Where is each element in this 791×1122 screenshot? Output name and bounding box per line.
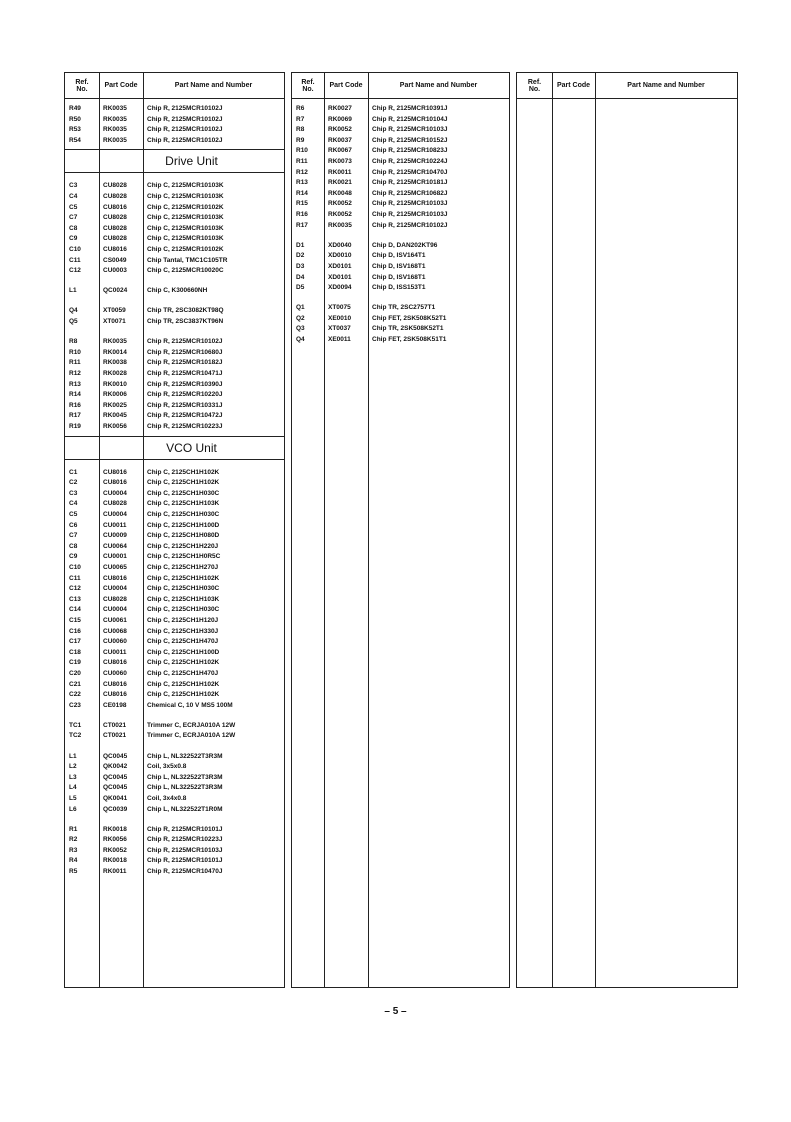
part-code: RK0035: [328, 221, 352, 229]
ref-no: C15: [69, 616, 81, 624]
part-name: Chip C, 2125CH1H102K: [147, 574, 220, 582]
part-code: CU8028: [103, 193, 127, 200]
part-name: Chip R, 2125MCR10101J: [147, 857, 223, 865]
ref-no: TC1: [69, 721, 82, 729]
parts-table-left: [64, 72, 285, 988]
ref-no: R19: [69, 422, 81, 430]
part-code: CT0021: [103, 732, 127, 740]
part-code: XD0040: [328, 241, 352, 249]
part-name: Coil, 3x5x0.8: [147, 763, 187, 771]
ref-no: R2: [69, 836, 78, 844]
part-code: RK0035: [103, 338, 127, 346]
part-name: Chip C, 2125CH1H0R5C: [147, 553, 221, 561]
part-code: CU0004: [103, 510, 127, 518]
part-code: RK0056: [103, 422, 127, 430]
ref-no: C9: [69, 553, 78, 561]
ref-no: C19: [69, 659, 81, 667]
ref-no: C3: [69, 489, 78, 497]
ref-no: R17: [296, 221, 308, 229]
part-code: RK0038: [103, 359, 127, 367]
ref-no: L1: [69, 287, 77, 295]
part-code: RK0018: [103, 825, 127, 833]
part-code: CU0065: [103, 563, 127, 571]
part-code: XD0094: [328, 284, 352, 292]
part-code: RK0011: [103, 868, 127, 875]
ref-no: L5: [69, 794, 77, 802]
ref-no: L3: [69, 773, 77, 781]
ref-no: C7: [69, 214, 78, 222]
part-name: Chip D, ISV164T1: [372, 252, 426, 260]
ref-no-header: Ref. No.: [75, 78, 89, 93]
part-name: Chip R, 2125MCR10103J: [372, 200, 448, 208]
ref-no: R8: [69, 338, 78, 346]
ref-no-header: Ref. No.: [527, 78, 542, 93]
part-code: RK0067: [328, 147, 352, 155]
part-name: Chip R, 2125MCR10224J: [372, 158, 448, 165]
ref-no: R50: [69, 115, 81, 123]
part-code: CU0061: [103, 616, 127, 624]
ref-no: D3: [296, 262, 305, 270]
ref-no: R10: [296, 147, 308, 155]
part-code: CU8016: [103, 574, 127, 582]
part-name: Chip L, NL322522T3R3M: [147, 752, 223, 760]
part-name: Chip R, 2125MCR10103J: [372, 211, 448, 218]
table-row: [65, 265, 284, 277]
part-code: CE0198: [103, 701, 127, 709]
part-code: CS0049: [103, 256, 127, 264]
parts-table-middle: [291, 72, 510, 988]
ref-no: C13: [69, 595, 81, 603]
part-name: Coil, 3x4x0.8: [147, 794, 187, 802]
ref-no: C12: [69, 585, 81, 593]
part-name: Chip R, 2125MCR10471J: [147, 369, 223, 377]
part-name: Chip R, 2125MCR10103J: [147, 846, 223, 854]
part-name: Chip R, 2125MCR10102J: [147, 105, 223, 112]
ref-no: R6: [296, 105, 305, 112]
part-name: Chip L, NL322522T3R3M: [147, 784, 223, 792]
part-name: Chip C, 2125CH1H100D: [147, 648, 220, 656]
part-code: CU8028: [103, 214, 127, 222]
part-code: CU8016: [103, 203, 127, 211]
part-name: Chip D, DAN202KT96: [372, 241, 438, 249]
part-code: RK0018: [103, 857, 127, 865]
column-divider: [595, 73, 596, 987]
table-row: [65, 866, 284, 878]
ref-no: C5: [69, 510, 78, 518]
part-name: Chip R, 2125MCR10331J: [147, 401, 223, 409]
part-code: CU0068: [103, 627, 127, 635]
ref-no: C12: [69, 267, 81, 275]
part-code: XT0071: [103, 318, 126, 325]
part-name: Chip R, 2125MCR10102J: [147, 136, 223, 144]
table-row: [65, 135, 284, 147]
part-code: RK0056: [103, 836, 127, 844]
part-name: Chip TR, 2SC2757T1: [372, 304, 436, 312]
ref-no: C17: [69, 638, 81, 646]
part-code: RK0021: [328, 179, 352, 187]
part-code: CU0004: [103, 489, 127, 497]
part-code: CT0021: [103, 721, 127, 729]
ref-no: Q2: [296, 314, 305, 322]
part-code: RK0010: [103, 380, 127, 388]
part-name: Chip R, 2125MCR10102J: [147, 126, 223, 134]
part-name: Chip R, 2125MCR10102J: [147, 338, 223, 346]
part-code: XD0101: [328, 273, 352, 281]
part-code: CU8028: [103, 182, 127, 190]
part-code: QC0039: [103, 805, 128, 813]
part-name: Chip R, 2125MCR10390J: [147, 380, 223, 388]
part-name: Chip C, 2125CH1H103K: [147, 595, 220, 603]
part-code: RK0052: [328, 211, 352, 218]
table-row: [292, 282, 509, 294]
ref-no: R14: [296, 189, 308, 197]
ref-no: R49: [69, 105, 81, 112]
part-code: CU0060: [103, 669, 127, 677]
part-code: XT0075: [328, 304, 351, 312]
part-name-header: Part Name and Number: [627, 82, 705, 89]
ref-no: L1: [69, 752, 77, 760]
part-code-header: Part Code: [556, 82, 591, 89]
part-code: RK0045: [103, 412, 127, 420]
ref-no: L6: [69, 805, 77, 813]
part-name: Chip C, 2125CH1H102K: [147, 659, 220, 667]
part-name: Chip C, 2125MCR10102K: [147, 203, 224, 211]
part-code: CU8016: [103, 680, 127, 688]
ref-no: TC2: [69, 732, 82, 740]
part-code: CU8028: [103, 224, 127, 232]
part-code: RK0035: [103, 126, 127, 134]
ref-no: C16: [69, 627, 81, 635]
part-name: Chip C, 2125CH1H080D: [147, 532, 220, 540]
part-code: CU8028: [103, 595, 127, 603]
part-code: RK0028: [103, 369, 127, 377]
ref-no: R16: [69, 401, 81, 409]
part-code: RK0052: [328, 126, 352, 134]
part-name: Chip D, ISV168T1: [372, 262, 426, 270]
ref-no: C6: [69, 521, 78, 529]
part-code: QC0045: [103, 752, 128, 760]
part-name: Chip L, NL322522T1R0M: [147, 805, 223, 813]
part-code: CU0003: [103, 267, 127, 275]
part-code: RK0073: [328, 158, 352, 165]
part-code: CU8028: [103, 235, 127, 243]
part-name: Chip R, 2125MCR10182J: [147, 359, 223, 367]
part-name: Chip C, 2125CH1H030C: [147, 489, 220, 497]
part-name: Trimmer C, ECRJA010A 12W: [147, 721, 236, 729]
ref-no: R7: [296, 115, 305, 123]
part-name: Chip C, 2125CH1H102K: [147, 479, 220, 487]
table-row: [65, 421, 284, 433]
table-row: [292, 334, 509, 346]
part-code: QK0041: [103, 794, 128, 802]
ref-no: C14: [69, 606, 81, 614]
part-code: CU8016: [103, 479, 127, 487]
ref-no: Q3: [296, 325, 305, 333]
ref-no: Q4: [69, 307, 78, 315]
part-code: CU0064: [103, 542, 127, 550]
part-name: Chip C, 2125CH1H030C: [147, 510, 220, 518]
part-name: Chip C, 2125MCR10020C: [147, 267, 224, 275]
ref-no: C21: [69, 680, 81, 688]
part-name: Chip C, 2125CH1H220J: [147, 542, 219, 550]
part-code: CU0011: [103, 648, 127, 656]
part-name: Chip C, 2125CH1H030C: [147, 606, 220, 614]
part-code: XD0010: [328, 252, 352, 260]
part-name: Chip R, 2125MCR10682J: [372, 189, 448, 197]
part-code: CU8016: [103, 246, 127, 253]
part-code: XT0059: [103, 307, 126, 315]
ref-no: C4: [69, 500, 78, 508]
ref-no: C8: [69, 542, 78, 550]
part-name: Chip C, 2125CH1H102K: [147, 691, 220, 699]
ref-no: R5: [69, 868, 78, 875]
ref-no: R1: [69, 825, 78, 833]
ref-no: L2: [69, 763, 77, 771]
part-name: Chip C, 2125CH1H100D: [147, 521, 220, 529]
part-code: RK0006: [103, 391, 127, 399]
ref-no: Q1: [296, 304, 305, 312]
page-number: – 5 –: [384, 1006, 407, 1017]
part-name: Chip R, 2125MCR10220J: [147, 391, 223, 399]
part-name: Chip FET, 2SK508K51T1: [372, 336, 447, 343]
part-name: Chip C, 2125CH1H470J: [147, 638, 219, 646]
ref-no: R54: [69, 136, 81, 144]
part-name: Chip R, 2125MCR10101J: [147, 825, 223, 833]
part-name: Chip R, 2125MCR10223J: [147, 422, 223, 430]
part-name: Chip Tantal, TMC1C105TR: [147, 256, 228, 264]
part-name: Chip C, 2125MCR10103K: [147, 182, 224, 190]
part-code: XD0101: [328, 262, 352, 270]
part-name: Chip C, 2125CH1H470J: [147, 669, 219, 677]
part-code: CU0060: [103, 638, 127, 646]
part-name: Chip C, 2125CH1H120J: [147, 616, 219, 624]
ref-no: C8: [69, 224, 78, 232]
part-code: QK0042: [103, 763, 128, 771]
ref-no: C5: [69, 203, 78, 211]
part-name: Chip R, 2125MCR10472J: [147, 412, 223, 420]
column-divider: [552, 73, 553, 987]
ref-no: C2: [69, 479, 78, 487]
ref-no: C3: [69, 182, 78, 190]
ref-no: D5: [296, 284, 305, 292]
part-code: XE0010: [328, 314, 352, 322]
part-code-header: Part Code: [329, 82, 363, 89]
part-name: Chip R, 2125MCR10391J: [372, 105, 448, 112]
table-row: [65, 316, 284, 328]
part-code: RK0069: [328, 115, 352, 123]
ref-no: C7: [69, 532, 78, 540]
ref-no: R8: [296, 126, 305, 134]
ref-no: C23: [69, 701, 81, 709]
part-name-header: Part Name and Number: [174, 82, 253, 89]
ref-no: Q5: [69, 318, 78, 325]
part-code: RK0011: [328, 168, 352, 176]
ref-no: R16: [296, 211, 308, 218]
part-code: RK0048: [328, 189, 352, 197]
part-name: Chip R, 2125MCR10470J: [372, 168, 448, 176]
part-name: Chip R, 2125MCR10103J: [372, 126, 448, 134]
ref-no: R4: [69, 857, 78, 865]
ref-no: R11: [296, 158, 308, 165]
part-name: Chip C, 2125MCR10103K: [147, 193, 224, 200]
ref-no: C18: [69, 648, 81, 656]
ref-no: L4: [69, 784, 77, 792]
part-code: XT0037: [328, 325, 351, 333]
ref-no: R17: [69, 412, 81, 420]
section-heading: [65, 149, 284, 173]
part-name: Chip C, 2125CH1H103K: [147, 500, 220, 508]
part-name: Chip R, 2125MCR10470J: [147, 868, 223, 875]
part-code: CU8016: [103, 468, 127, 476]
part-code: QC0024: [103, 287, 128, 295]
part-code: QC0045: [103, 784, 128, 792]
part-name: Chip R, 2125MCR10181J: [372, 179, 448, 187]
ref-no: D2: [296, 252, 305, 260]
part-code: CU8016: [103, 691, 127, 699]
part-code: QC0045: [103, 773, 128, 781]
ref-no: C9: [69, 235, 78, 243]
part-name-header: Part Name and Number: [399, 82, 478, 89]
ref-no: R10: [69, 348, 81, 356]
part-code: RK0035: [103, 136, 127, 144]
section-title: Drive Unit: [165, 154, 218, 169]
part-name: Chip C, 2125CH1H102K: [147, 468, 220, 476]
part-code-header: Part Code: [104, 82, 138, 89]
part-code: RK0035: [103, 115, 127, 123]
part-name: Chip C, 2125CH1H030C: [147, 585, 220, 593]
parts-table-right: [516, 72, 738, 988]
part-code: RK0027: [328, 105, 352, 112]
ref-no: R3: [69, 846, 78, 854]
part-name: Chip C, 2125CH1H330J: [147, 627, 219, 635]
part-name: Chip TR, 2SC3837KT96N: [147, 318, 224, 325]
part-name: Chip R, 2125MCR10104J: [372, 115, 448, 123]
part-code: CU0001: [103, 553, 127, 561]
part-name: Chip R, 2125MCR10102J: [372, 221, 448, 229]
ref-no: C1: [69, 468, 78, 476]
ref-no: C22: [69, 691, 81, 699]
ref-no: R9: [296, 136, 305, 144]
part-name: Chip R, 2125MCR10680J: [147, 348, 223, 356]
ref-no: C11: [69, 256, 81, 264]
table-row: [65, 804, 284, 816]
ref-no: R11: [69, 359, 81, 367]
table-row: [292, 220, 509, 232]
part-name: Chip D, ISS153T1: [372, 284, 426, 292]
part-name: Chip TR, 2SK508K52T1: [372, 325, 444, 333]
table-row: [65, 700, 284, 712]
part-name: Chip L, NL322522T3R3M: [147, 773, 223, 781]
section-heading: [65, 436, 284, 460]
ref-no: C10: [69, 563, 81, 571]
ref-no: R12: [296, 168, 308, 176]
part-name: Chip C, 2125MCR10103K: [147, 235, 224, 243]
ref-no: D1: [296, 241, 305, 249]
part-name: Chip R, 2125MCR10823J: [372, 147, 448, 155]
part-code: RK0025: [103, 401, 127, 409]
ref-no: R13: [296, 179, 308, 187]
part-code: CU0004: [103, 585, 127, 593]
ref-no-header: Ref. No.: [301, 78, 315, 93]
ref-no: D4: [296, 273, 305, 281]
ref-no: R14: [69, 391, 81, 399]
part-code: CU0011: [103, 521, 127, 529]
part-name: Chip R, 2125MCR10223J: [147, 836, 223, 844]
part-code: RK0052: [103, 846, 127, 854]
part-name: Chip C, 2125MCR10103K: [147, 224, 224, 232]
part-code: RK0035: [103, 105, 127, 112]
ref-no: C10: [69, 246, 81, 253]
part-code: CU0004: [103, 606, 127, 614]
part-name: Chip C, 2125MCR10102K: [147, 246, 224, 253]
part-name: Chip TR, 2SC3082KT98Q: [147, 307, 224, 315]
part-name: Chip R, 2125MCR10102J: [147, 115, 223, 123]
part-name: Chip FET, 2SK508K52T1: [372, 314, 447, 322]
ref-no: R13: [69, 380, 81, 388]
ref-no: Q4: [296, 336, 305, 343]
table-row: [65, 730, 284, 742]
section-title: VCO Unit: [166, 440, 217, 455]
ref-no: C20: [69, 669, 81, 677]
part-name: Chemical C, 10 V MS5 100M: [147, 701, 233, 709]
part-name: Chip C, 2125MCR10103K: [147, 214, 224, 222]
ref-no: R53: [69, 126, 81, 134]
part-name: Chip C, 2125CH1H270J: [147, 563, 219, 571]
ref-no: R15: [296, 200, 308, 208]
part-name: Chip R, 2125MCR10152J: [372, 136, 448, 144]
part-code: RK0014: [103, 348, 127, 356]
part-name: Chip D, ISV168T1: [372, 273, 426, 281]
ref-no: C11: [69, 574, 81, 582]
part-name: Chip C, K300660NH: [147, 287, 208, 295]
part-name: Trimmer C, ECRJA010A 12W: [147, 732, 236, 740]
part-code: CU8028: [103, 500, 127, 508]
part-code: RK0037: [328, 136, 352, 144]
ref-no: C4: [69, 193, 78, 200]
ref-no: R12: [69, 369, 81, 377]
part-code: CU0009: [103, 532, 127, 540]
part-code: XE0011: [328, 336, 351, 343]
part-name: Chip C, 2125CH1H102K: [147, 680, 220, 688]
part-code: CU8016: [103, 659, 127, 667]
part-code: RK0052: [328, 200, 352, 208]
table-row: [65, 285, 284, 297]
